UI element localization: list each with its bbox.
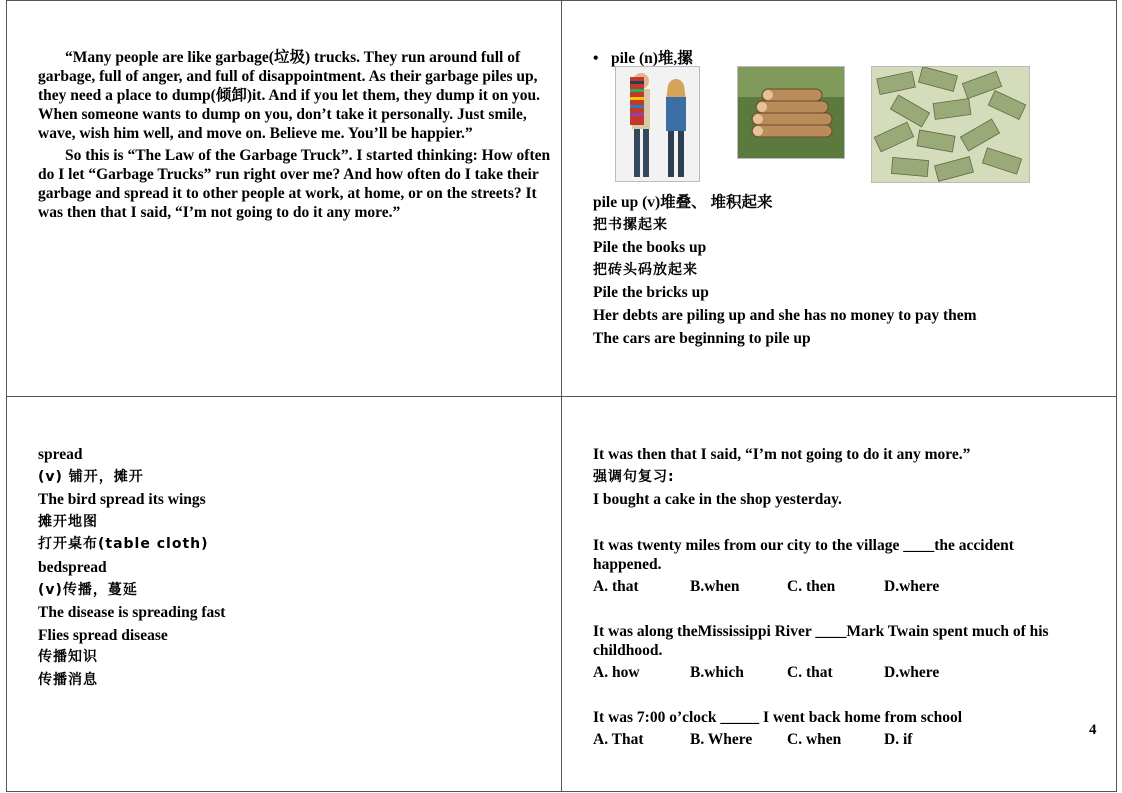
disease-example: The disease is spreading fast bbox=[38, 604, 226, 622]
map-chinese: 摊开地图 bbox=[38, 513, 98, 530]
pile-books-english: Pile the books up bbox=[593, 239, 707, 257]
story-paragraph-1: “Many people are like garbage(垃圾) trucks. They run around full of garbage, full of anger, and full of disappointment. As their garbage piles up, they need a place to dump(倾卸)it. And if you let them, they dump it on you. When someone wants to dump on you, don’t take it personally. Just smile, wave, wish him well, and move on. Believe me. You’ll be happier.” bbox=[38, 49, 541, 142]
flies-example: Flies spread disease bbox=[38, 626, 168, 644]
q3-option-a: A. That bbox=[593, 730, 644, 748]
pile-up-definition: pile up (v)堆叠、 堆积起来 bbox=[593, 194, 773, 211]
q2-option-d: D.where bbox=[884, 663, 940, 681]
question-1: It was twenty miles from our city to the village ____the accident happened. bbox=[593, 536, 1014, 573]
bullet-marker: • bbox=[593, 49, 599, 67]
question-2: It was along theMississippi River ____Mark Twain spent much of his childhood. bbox=[593, 622, 1049, 659]
pile-books-chinese: 把书摞起来 bbox=[593, 216, 668, 233]
quote-line: It was then that I said, “I’m not going to do it any more.” bbox=[593, 446, 971, 463]
question-3: It was 7:00 o’clock _____ I went back home from school bbox=[593, 708, 963, 726]
debts-example: Her debts are piling up and she has no money to pay them bbox=[593, 306, 977, 324]
pile-images bbox=[615, 66, 1035, 186]
q3-option-d: D. if bbox=[884, 730, 913, 748]
pile-bricks-chinese: 把砖头码放起来 bbox=[593, 261, 698, 278]
question-2-options bbox=[593, 663, 1073, 685]
story-panel bbox=[38, 48, 552, 225]
q2-option-c: C. that bbox=[787, 663, 833, 681]
q1-option-c: C. then bbox=[787, 577, 836, 595]
spread-news-chinese: 传播消息 bbox=[38, 671, 98, 688]
spread-verb-meaning-2: (v)传播，蔓延 bbox=[38, 581, 138, 598]
q1-option-a: A. that bbox=[593, 577, 639, 595]
q3-option-c: C. when bbox=[787, 730, 842, 748]
story-paragraph-2: So this is “The Law of the Garbage Truck”. I started thinking: How often do I let “Garbage Trucks” run right over me? And how often do I take their garbage and spread it to other people at work, at home, or on the streets? It was then that I said, “I’m not going to do it any more.” bbox=[38, 147, 551, 221]
bird-example: The bird spread its wings bbox=[38, 491, 206, 509]
horizontal-divider bbox=[6, 396, 1117, 397]
bedspread-word: bedspread bbox=[38, 558, 107, 576]
spread-vocab-panel bbox=[38, 445, 538, 694]
pile-bricks-english: Pile the bricks up bbox=[593, 284, 709, 302]
example-sentence: I bought a cake in the shop yesterday. bbox=[593, 491, 842, 509]
pile-heading: pile (n)堆,摞 bbox=[611, 49, 693, 67]
pile-vocab-panel bbox=[593, 48, 1093, 68]
q2-option-b: B.which bbox=[690, 663, 744, 681]
spread-verb-meaning-1: (v) 铺开，摊开 bbox=[38, 468, 144, 485]
cars-example: The cars are beginning to pile up bbox=[593, 329, 811, 347]
money-pile-image bbox=[871, 66, 1030, 183]
emphatic-sentence-panel bbox=[593, 445, 1073, 752]
log-pile-image bbox=[737, 66, 845, 159]
q1-option-b: B.when bbox=[690, 577, 740, 595]
tablecloth-chinese: 打开桌布(table cloth) bbox=[38, 536, 209, 553]
person-carrying-books-image bbox=[615, 66, 700, 182]
question-1-options bbox=[593, 577, 1073, 599]
q3-option-b: B. Where bbox=[690, 730, 753, 748]
pile-examples bbox=[593, 193, 1093, 351]
pile-heading-row bbox=[593, 48, 1093, 68]
q1-option-d: D.where bbox=[884, 577, 940, 595]
spread-knowledge-chinese: 传播知识 bbox=[38, 649, 98, 666]
page-number: 4 bbox=[1089, 722, 1097, 738]
q2-option-a: A. how bbox=[593, 663, 640, 681]
question-3-options bbox=[593, 730, 1073, 752]
review-heading: 强调句复习: bbox=[593, 468, 675, 485]
spread-heading: spread bbox=[38, 446, 83, 463]
